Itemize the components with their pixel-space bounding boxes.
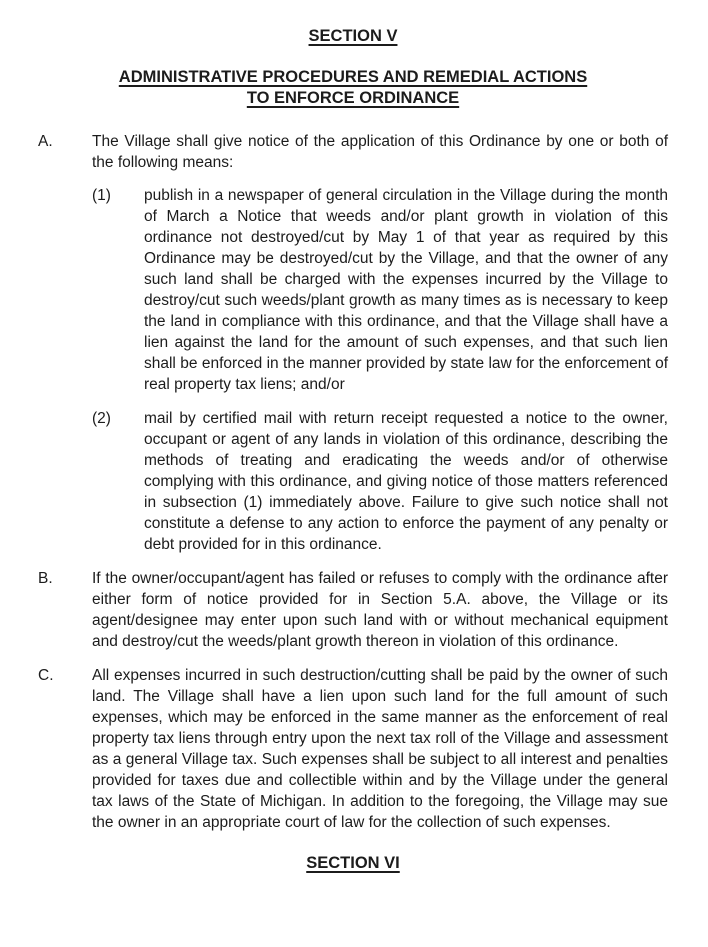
paragraph-b-label: B. <box>38 570 53 587</box>
document-title-line1: ADMINISTRATIVE PROCEDURES AND REMEDIAL ACTIONS <box>118 68 588 86</box>
paragraph-a-body <box>92 131 668 555</box>
paragraph-a <box>38 131 668 555</box>
paragraph-c-label: C. <box>38 667 54 684</box>
paragraph-b-body <box>92 568 668 652</box>
paragraph-c-body <box>92 665 668 833</box>
paragraph-b-text: If the owner/occupant/agent has failed or refuses to comply with the ordinance after either form of notice provided for in Section 5.A. above, the Village or its agent/designee may enter upon such land with or without mechanical equipment and destroy/cut the weeds/plant growth thereon in violation of this ordinance. <box>92 570 668 650</box>
section-v-heading-text: SECTION V <box>308 27 398 45</box>
paragraph-c-text: All expenses incurred in such destruction/cutting shall be paid by the owner of such land. The Village shall have a lien upon such land for the full amount of such expenses, which may be enforced in the same manner as the enforcement of real property tax liens through entry upon the next tax roll of the Village and assessment as a general Village tax. Such expenses shall be subject to all interest and penalties provided for taxes due and collectible within and by the Village under the general tax laws of the State of Michigan. In addition to the foregoing, the Village may sue the owner in an appropriate court of law for the collection of such expenses. <box>92 667 668 831</box>
subitem-a1-label: (1) <box>92 187 111 204</box>
subitem-a1 <box>92 185 668 395</box>
subitem-a1-text: publish in a newspaper of general circulation in the Village during the month of March a Notice that weeds and/or plant growth in violation of this ordinance not destroyed/cut by May 1 of that year as required by this Ordinance may be destroyed/cut by the Village, and that the owner of any such land shall be charged with the expenses incurred by the Village to destroy/cut such weeds/plant growth as many times as is necessary to keep the land in compliance with this ordinance, and that the Village shall have a lien against the land for the amount of such expenses, and that such lien shall be enforced in the manner provided by state law for the enforcement of real property tax liens; and/or <box>144 187 668 393</box>
document-title-line2: TO ENFORCE ORDINANCE <box>246 89 460 107</box>
section-vi-heading <box>38 853 668 874</box>
subitem-a2-label: (2) <box>92 410 111 427</box>
document-title <box>38 67 668 109</box>
paragraph-a-label: A. <box>38 133 53 150</box>
paragraph-a-text: The Village shall give notice of the application of this Ordinance by one or both of the following means: <box>92 133 668 171</box>
section-vi-heading-text: SECTION VI <box>306 854 400 872</box>
paragraph-b <box>38 568 668 652</box>
section-v-heading <box>38 26 668 47</box>
subitem-a2 <box>92 408 668 555</box>
subitem-a2-text: mail by certified mail with return receipt requested a notice to the owner, occupant or agent of any lands in violation of this ordinance, describing the methods of treating and eradicating the weeds and/or of otherwise complying with this ordinance, and giving notice of those matters referenced in subsection (1) immediately above. Failure to give such notice shall not constitute a defense to any action to enforce the payment of any penalty or debt provided for in this ordinance. <box>144 410 668 553</box>
paragraph-c <box>38 665 668 833</box>
